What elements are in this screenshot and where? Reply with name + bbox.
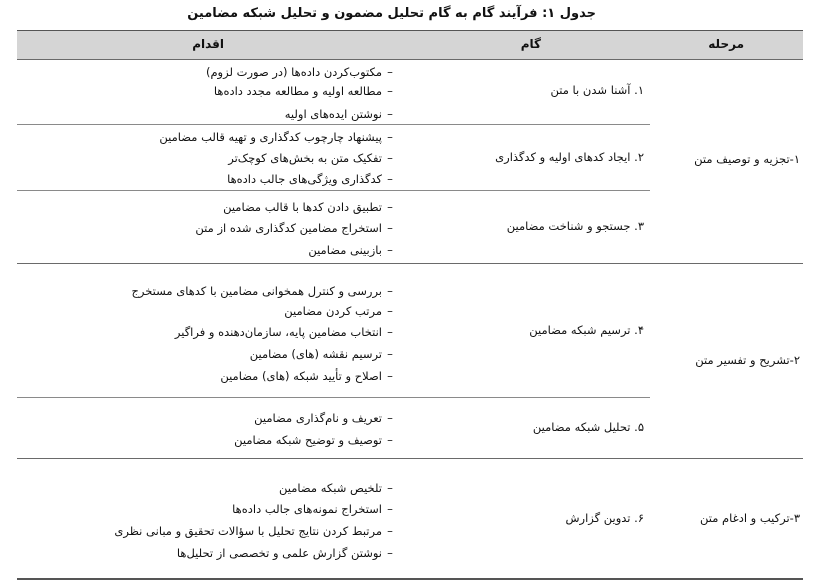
- action-item: مرتبط کردن نتایج تحلیل با سؤالات تحقیق و مبانی نظری: [114, 524, 382, 538]
- action-item: ترسیم نقشه (های) مضامین: [249, 347, 382, 361]
- bullet-dash: –: [387, 347, 393, 361]
- action-item: توصیف و توضیح شبکه مضامین: [234, 433, 382, 447]
- bullet-dash: –: [387, 524, 393, 538]
- bullet-dash: –: [387, 304, 393, 318]
- bullet-dash: –: [387, 481, 393, 495]
- action-item: استخراج نمونه‌های جالب داده‌ها: [232, 502, 382, 516]
- bullet-dash: –: [387, 284, 393, 298]
- stage-1-label: ۱-تجزیه و توصیف متن: [694, 152, 800, 166]
- action-item: مرتب کردن مضامین: [284, 304, 382, 318]
- action-item: مطالعه اولیه و مطالعه مجدد داده‌ها: [213, 84, 382, 98]
- action-item: کدگذاری ویژگی‌های جالب داده‌ها: [227, 172, 382, 186]
- action-item: نوشتن ایده‌های اولیه: [284, 107, 382, 121]
- step-divider: [17, 124, 650, 125]
- action-item: تعریف و نام‌گذاری مضامین: [254, 411, 382, 425]
- bullet-dash: –: [387, 200, 393, 214]
- bullet-dash: –: [387, 221, 393, 235]
- action-item: تلخیص شبکه مضامین: [279, 481, 382, 495]
- bullet-dash: –: [387, 130, 393, 144]
- step-label: ۳. جستجو و شناخت مضامین: [506, 219, 644, 233]
- header-stage: مرحله: [708, 37, 744, 51]
- bullet-dash: –: [387, 151, 393, 165]
- bullet-dash: –: [387, 369, 393, 383]
- stage-divider: [17, 263, 803, 264]
- bullet-dash: –: [387, 546, 393, 560]
- step-divider: [17, 397, 650, 398]
- table-caption: جدول ۱: فرآیند گام به گام تحلیل مضمون و تحلیل شبکه مضامین: [187, 6, 596, 21]
- bullet-dash: –: [387, 411, 393, 425]
- action-item: مکتوب‌کردن داده‌ها (در صورت لزوم): [205, 65, 382, 79]
- bullet-dash: –: [387, 325, 393, 339]
- header-bottom-rule: [17, 59, 803, 60]
- step-label: ۴. ترسیم شبکه مضامین: [529, 323, 644, 337]
- header-step: گام: [520, 37, 541, 51]
- action-item: تطبیق دادن کدها با قالب مضامین: [223, 200, 382, 214]
- table-bottom-rule: [17, 578, 803, 580]
- action-item: نوشتن گزارش علمی و تخصصی از تحلیل‌ها: [176, 546, 382, 560]
- bullet-dash: –: [387, 243, 393, 257]
- step-label: ۶. تدوین گزارش: [565, 511, 644, 525]
- header-action: اقدام: [192, 37, 224, 51]
- action-item: تفکیک متن به بخش‌های کوچک‌تر: [228, 151, 382, 165]
- action-item: بررسی و کنترل همخوانی مضامین با کدهای مستخرج: [131, 284, 382, 298]
- step-label: ۵. تحلیل شبکه مضامین: [532, 420, 644, 434]
- action-item: استخراج مضامین کدگذاری شده از متن: [195, 221, 382, 235]
- bullet-dash: –: [387, 107, 393, 121]
- action-item: پیشنهاد چارچوب کدگذاری و تهیه قالب مضامین: [159, 130, 382, 144]
- action-item: انتخاب مضامین پایه، سازمان‌دهنده و فراگیر: [174, 325, 382, 339]
- bullet-dash: –: [387, 433, 393, 447]
- action-item: اصلاح و تأیید شبکه (های) مضامین: [220, 369, 382, 383]
- step-label: ۲. ایجاد کدهای اولیه و کدگذاری: [495, 150, 644, 164]
- stage-divider: [17, 458, 803, 459]
- step-label: ۱. آشنا شدن با متن: [550, 83, 644, 97]
- stage-2-label: ۲-تشریح و تفسیر متن: [695, 353, 800, 367]
- bullet-dash: –: [387, 502, 393, 516]
- bullet-dash: –: [387, 84, 393, 98]
- bullet-dash: –: [387, 65, 393, 79]
- stage-3-label: ۳-ترکیب و ادغام متن: [700, 511, 800, 525]
- action-item: بازبینی مضامین: [308, 243, 382, 257]
- step-divider: [17, 190, 650, 191]
- table-header-row: [17, 31, 803, 59]
- bullet-dash: –: [387, 172, 393, 186]
